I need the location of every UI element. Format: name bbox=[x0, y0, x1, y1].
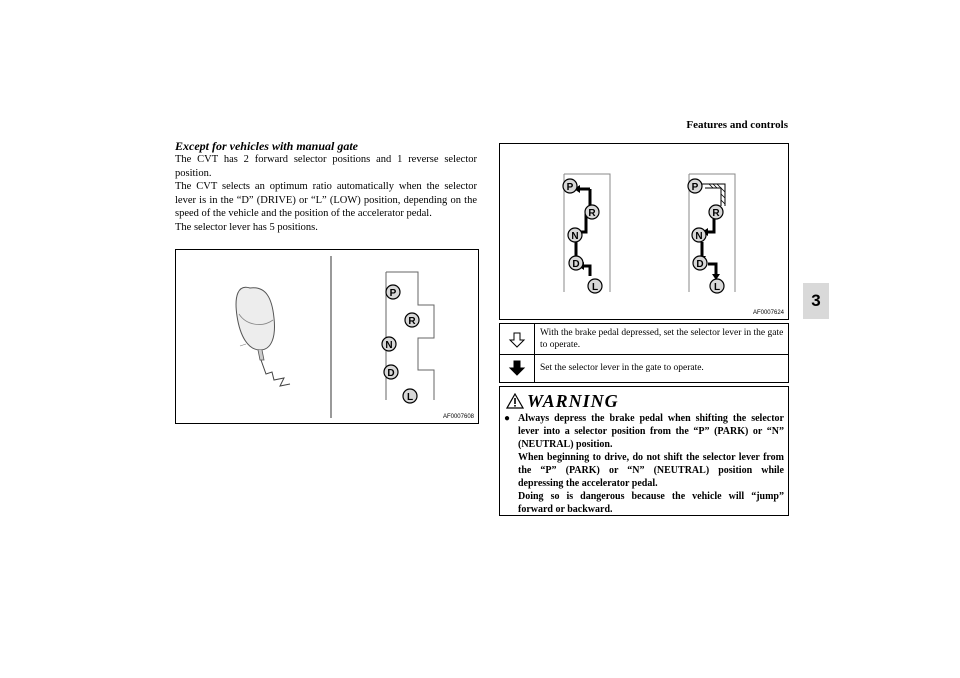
body-text bbox=[175, 153, 477, 234]
gate-label-n: N bbox=[695, 231, 703, 242]
chapter-tab: 3 bbox=[803, 283, 829, 319]
gate-label-p: P bbox=[566, 182, 574, 193]
warning-box bbox=[499, 386, 789, 516]
gate-label-r: R bbox=[588, 208, 596, 219]
gate-shift-figure bbox=[499, 143, 789, 320]
gate-label-l: L bbox=[406, 392, 414, 403]
body-paragraph: The selector lever has 5 positions. bbox=[175, 221, 318, 233]
warning-title: WARNING bbox=[527, 391, 619, 411]
gate-label-p: P bbox=[691, 182, 699, 193]
warning-triangle-icon bbox=[506, 393, 524, 409]
figure-code: AF0007624 bbox=[752, 310, 784, 316]
gate-label-d: D bbox=[572, 259, 580, 270]
warning-text: Always depress the brake pedal when shifting the selector lever into a selector position from the “P” (PARK) or “N” (NEUTRAL) position. bbox=[518, 413, 784, 450]
figure-code: AF0007608 bbox=[442, 414, 474, 420]
gate-label-d: D bbox=[387, 368, 395, 379]
legend-row bbox=[500, 354, 788, 382]
gate-label-p: P bbox=[389, 288, 397, 299]
legend-text: Set the selector lever in the gate to operate. bbox=[540, 363, 704, 373]
warning-body bbox=[504, 412, 784, 516]
gate-label-n: N bbox=[385, 340, 393, 351]
gate-label-r: R bbox=[408, 316, 416, 327]
selector-lever-figure bbox=[175, 249, 479, 424]
header-title: Features and controls bbox=[686, 119, 788, 131]
legend-text: With the brake pedal depressed, set the selector lever in the gate to operate. bbox=[540, 328, 784, 350]
body-paragraph: The CVT selects an optimum ratio automatically when the selector lever is in the “D” (DRIVE) or “L” (LOW) position, depending on the speed of the vehicle and the position of the accelerator pedal. bbox=[175, 181, 477, 219]
body-paragraph: The CVT has 2 forward selector positions and 1 reverse selector position. bbox=[175, 154, 477, 179]
gate-label-r: R bbox=[712, 208, 720, 219]
legend-row bbox=[500, 324, 788, 355]
warning-text: When beginning to drive, do not shift the selector lever from the “P” (PARK) or “N” (NEUTRAL) position while depressing the accelerator pedal. bbox=[518, 452, 784, 489]
gate-label-l: L bbox=[713, 282, 721, 293]
warning-text: Doing so is dangerous because the vehicle will “jump” forward or backward. bbox=[518, 491, 784, 515]
gate-label-l: L bbox=[591, 282, 599, 293]
solid-down-arrow-icon bbox=[500, 354, 534, 382]
gate-label-n: N bbox=[571, 231, 579, 242]
section-heading: Except for vehicles with manual gate bbox=[175, 139, 358, 153]
gate-label-d: D bbox=[696, 259, 704, 270]
legend-table bbox=[499, 323, 789, 383]
outline-down-arrow-icon bbox=[500, 324, 534, 354]
gate-shift-diagrams bbox=[500, 144, 788, 319]
bullet-icon: ● bbox=[504, 413, 511, 424]
selector-lever-illustration bbox=[176, 250, 478, 423]
